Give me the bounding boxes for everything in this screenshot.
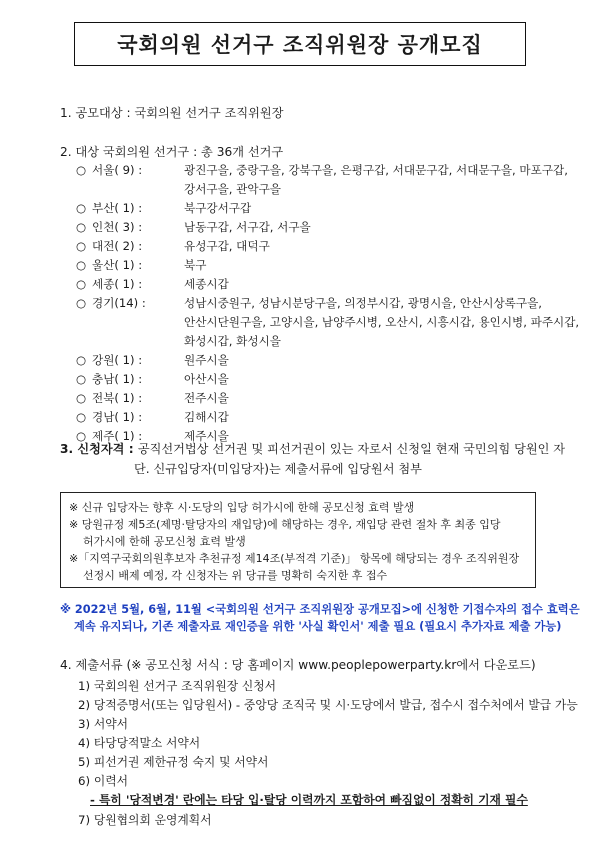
- region-name: 세종( 1) :: [92, 277, 143, 291]
- region-row: [76, 238, 270, 254]
- region-name: 강원( 1) :: [92, 353, 143, 367]
- notice-line: ※ 당원규정 제5조(제명·탈당자의 재입당)에 해당하는 경우, 재입당 관련 절차 후 최종 입당: [69, 518, 501, 531]
- bullet-icon: ○: [76, 372, 87, 386]
- bullet-icon: ○: [76, 391, 87, 405]
- doc-item: 3) 서약서: [78, 717, 129, 731]
- region-places: 원주시을: [184, 353, 229, 367]
- region-name: 대전( 2) :: [92, 239, 143, 253]
- region-places-continued: 안산시단원구을, 고양시을, 남양주시병, 오산시, 시흥시갑, 용인시병, 파주시갑,: [184, 315, 580, 329]
- region-places-continued: 화성시갑, 화성시을: [184, 334, 281, 348]
- region-places-continued: 강서구을, 관악구을: [184, 182, 281, 196]
- section-1: [60, 104, 283, 121]
- section-3-line1: 공직선거법상 선거권 및 피선거권이 있는 자로서 신청일 현재 국민의힘 당원인 자: [137, 442, 566, 456]
- doc-item: 1) 국회의원 선거구 조직위원장 신청서: [78, 679, 277, 693]
- notice-line: 선정시 배제 예정, 각 신청자는 위 당규를 명확히 숙지한 후 접수: [83, 569, 388, 582]
- region-places: 북구: [184, 258, 207, 272]
- bullet-icon: ○: [76, 277, 87, 291]
- bullet-icon: ○: [76, 220, 87, 234]
- region-name: 부산( 1) :: [92, 201, 143, 215]
- region-row: [76, 371, 229, 387]
- region-places: 광진구을, 중랑구을, 강북구을, 은평구갑, 서대문구갑, 서대문구을, 마포구갑,: [184, 163, 568, 177]
- region-row: [76, 200, 252, 216]
- section-3: [60, 440, 565, 457]
- section-1-label: 1. 공모대상 :: [60, 106, 135, 120]
- section-4-heading: 4. 제출서류 (※ 공모신청 서식 : 당 홈페이지 www.peoplepowerparty.kr에서 다운로드): [60, 658, 536, 672]
- notice-line: ※ 신규 입당자는 향후 시·도당의 입당 허가시에 한해 공모신청 효력 발생: [69, 501, 415, 514]
- bullet-icon: ○: [76, 163, 87, 177]
- bullet-icon: ○: [76, 239, 87, 253]
- section-1-value: 국회의원 선거구 조직위원장: [134, 106, 284, 120]
- region-places: 전주시을: [184, 391, 229, 405]
- region-places: 김해시갑: [184, 410, 229, 424]
- doc-item: 7) 당원협의회 운영계획서: [78, 813, 212, 827]
- bullet-icon: ○: [76, 410, 87, 424]
- region-row: [76, 390, 229, 406]
- notice-box: [60, 492, 536, 588]
- bullet-icon: ○: [76, 258, 87, 272]
- region-name: 서울( 9) :: [92, 163, 143, 177]
- bullet-icon: ○: [76, 353, 87, 367]
- doc-item: 6) 이력서: [78, 774, 129, 788]
- section-2-heading: 2. 대상 국회의원 선거구 : 총 36개 선거구: [60, 145, 284, 159]
- region-name: 전북( 1) :: [92, 391, 143, 405]
- page-title: 국회의원 선거구 조직위원장 공개모집: [74, 22, 526, 66]
- region-places: 북구강서구갑: [184, 201, 252, 215]
- region-row: [76, 295, 542, 311]
- blue-notice: [60, 601, 580, 635]
- notice-line: ※「지역구국회의원후보자 추천규정 제14조(부적격 기준)」 항목에 해당되는 경우 조직위원장: [69, 552, 520, 565]
- region-name: 경남( 1) :: [92, 410, 143, 424]
- doc-item: 2) 당적증명서(또는 입당원서) - 중앙당 조직국 및 시·도당에서 발급, 접수시 접수처에서 발급 가능: [78, 698, 578, 712]
- region-places: 남동구갑, 서구갑, 서구을: [184, 220, 311, 234]
- region-row: [76, 409, 229, 425]
- region-places: 성남시중원구, 성남시분당구을, 의정부시갑, 광명시을, 안산시상록구을,: [184, 296, 542, 310]
- region-name: 인천( 3) :: [92, 220, 143, 234]
- region-name: 충남( 1) :: [92, 372, 143, 386]
- blue-notice-line: ※ 2022년 5월, 6월, 11월 <국회의원 선거구 조직위원장 공개모집>에 신청한 기접수자의 접수 효력은: [60, 603, 580, 616]
- region-row: [76, 352, 229, 368]
- region-name: 경기(14) :: [92, 296, 146, 310]
- notice-line: 허가시에 한해 공모신청 효력 발생: [83, 535, 246, 548]
- region-places: 유성구갑, 대덕구: [184, 239, 270, 253]
- region-name: 제주( 1) :: [92, 429, 143, 443]
- region-row: [76, 162, 568, 178]
- doc-item-note: - 특히 '당적변경' 란에는 타당 입·탈당 이력까지 포함하여 빠짐없이 정확히 기재 필수: [90, 793, 528, 807]
- region-places: 제주시을: [184, 429, 229, 443]
- region-places: 세종시갑: [184, 277, 229, 291]
- section-3-label: 3. 신청자격 :: [60, 442, 138, 456]
- region-name: 울산( 1) :: [92, 258, 143, 272]
- region-row: [76, 257, 207, 273]
- region-row: [76, 276, 229, 292]
- blue-notice-line: 계속 유지되나, 기존 제출자료 재인증을 위한 '사실 확인서' 제출 필요 (필요시 추가자료 제출 가능): [74, 620, 562, 633]
- bullet-icon: ○: [76, 201, 87, 215]
- region-row: [76, 219, 311, 235]
- doc-item: 5) 피선거권 제한규정 숙지 및 서약서: [78, 755, 269, 769]
- region-places: 아산시을: [184, 372, 229, 386]
- bullet-icon: ○: [76, 429, 87, 443]
- section-3-line2: 단. 신규입당자(미입당자)는 제출서류에 입당원서 첨부: [134, 462, 422, 476]
- doc-item: 4) 타당당적말소 서약서: [78, 736, 201, 750]
- bullet-icon: ○: [76, 296, 87, 310]
